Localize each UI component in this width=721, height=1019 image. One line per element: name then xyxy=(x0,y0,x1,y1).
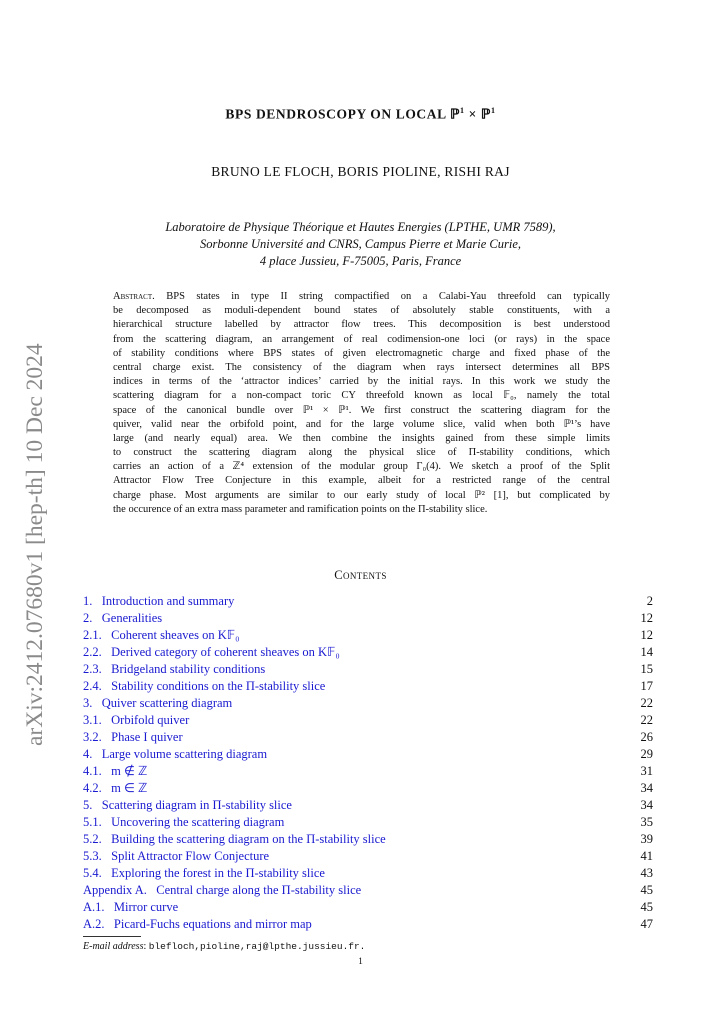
abstract-line: scattering diagram for a non-compact toric CY threefold known as local 𝔽₀, namely the total xyxy=(113,390,610,402)
toc-entry-link[interactable]: 4.2. m ∈ ℤ xyxy=(83,781,148,795)
toc-entry-link[interactable]: 4. Large volume scattering diagram xyxy=(83,747,268,761)
toc-entry-link[interactable]: 3. Quiver scattering diagram xyxy=(83,696,233,710)
toc-row xyxy=(83,593,653,610)
toc-entry-link[interactable]: 2.4. Stability conditions on the Π-stability slice xyxy=(83,679,326,693)
abstract-line xyxy=(113,290,610,304)
toc-row xyxy=(83,848,653,865)
abstract-line: be decomposed as moduli-dependent bound states of absolutely stable constituents, with a xyxy=(113,305,610,317)
toc-entry-link[interactable]: 5.4. Exploring the forest in the Π-stability slice xyxy=(83,866,325,880)
email-address-link[interactable]: blefloch,pioline,raj@lpthe.jussieu.fr. xyxy=(148,941,366,952)
toc-entry-link[interactable]: A.1. Mirror curve xyxy=(83,900,179,914)
abstract-line: space of the canonical bundle over ℙ¹ × ℙ¹. We first construct the scattering diagram for the xyxy=(113,404,610,416)
toc-page-number: 45 xyxy=(640,883,653,897)
title-sup-1: 1 xyxy=(460,106,465,115)
toc-row xyxy=(83,814,653,831)
toc-row xyxy=(83,746,653,763)
toc-row xyxy=(83,661,653,678)
abstract-line: the occurence of an extra mass parameter and ramification points on the Π-stability slice. xyxy=(113,503,488,515)
toc-row xyxy=(83,831,653,848)
toc-page-number: 17 xyxy=(640,679,653,693)
toc-page-number: 47 xyxy=(640,917,653,931)
table-of-contents xyxy=(83,593,653,933)
affiliation-line: 4 place Jussieu, F-75005, Paris, France xyxy=(259,254,462,268)
toc-row xyxy=(83,780,653,797)
toc-page-number: 15 xyxy=(640,662,653,676)
abstract-text: BPS states in type II string compactified on a Calabi-Yau threefold can typically xyxy=(166,291,610,302)
toc-page-number: 41 xyxy=(640,849,653,863)
toc-entry-link[interactable]: 5.1. Uncovering the scattering diagram xyxy=(83,815,285,829)
title-sup-2: 1 xyxy=(490,106,496,115)
toc-page-number: 43 xyxy=(640,866,653,880)
title-math-p: ℙ xyxy=(449,106,461,122)
toc-row xyxy=(83,865,653,882)
abstract-line: large (and nearly equal) area. We then combine the insights gained from these simple limits xyxy=(113,432,610,444)
abstract-line: Attractor Flow Tree Conjecture in this example, albeit for a restricted range of the central xyxy=(113,475,610,487)
toc-row xyxy=(83,797,653,814)
toc-page-number: 2 xyxy=(646,594,653,608)
abstract xyxy=(113,290,610,517)
toc-row xyxy=(83,644,653,661)
email-label: E-mail address xyxy=(83,941,144,952)
toc-row xyxy=(83,678,653,695)
toc-page-number: 45 xyxy=(640,900,653,914)
toc-page-number: 35 xyxy=(640,815,653,829)
toc-row xyxy=(83,899,653,916)
toc-row xyxy=(83,695,653,712)
affiliation xyxy=(0,219,721,270)
toc-row xyxy=(83,610,653,627)
affiliation-line: Laboratoire de Physique Théorique et Hautes Energies (LPTHE, UMR 7589), xyxy=(165,220,556,234)
toc-row xyxy=(83,712,653,729)
paper-title xyxy=(0,106,721,123)
toc-row xyxy=(83,627,653,644)
toc-entry-link[interactable]: 3.2. Phase I quiver xyxy=(83,730,183,744)
author-list: BRUNO LE FLOCH, BORIS PIOLINE, RISHI RAJ xyxy=(211,164,510,179)
abstract-line: quiver, valid near the orbifold point, and for the large volume slice, valid when both ℙ¹’s have xyxy=(113,418,610,430)
toc-entry-link[interactable]: 2.2. Derived category of coherent sheaves on K𝔽₀ xyxy=(83,645,340,659)
toc-entry-link[interactable]: A.2. Picard-Fuchs equations and mirror map xyxy=(83,917,312,931)
toc-entry-link[interactable]: 3.1. Orbifold quiver xyxy=(83,713,190,727)
title-text: BPS DENDROSCOPY ON LOCAL xyxy=(225,106,450,122)
toc-page-number: 34 xyxy=(640,781,653,795)
abstract-line: central charge exist. The consistency of the diagram when rays intersect determines all BPS xyxy=(113,361,610,373)
toc-row xyxy=(83,729,653,746)
abstract-line: from the scattering diagram, an arrangement of real codimension-one loci (or rays) in the space xyxy=(113,333,610,345)
title-times: × ℙ xyxy=(464,106,491,122)
abstract-line: hierarchical structure labelled by attractor flow trees. This decomposition is best understood xyxy=(113,319,610,331)
toc-page-number: 14 xyxy=(640,645,653,659)
toc-page-number: 12 xyxy=(640,628,653,642)
toc-entry-link[interactable]: 1. Introduction and summary xyxy=(83,594,235,608)
toc-page-number: 34 xyxy=(640,798,653,812)
contents-heading: Contents xyxy=(334,568,387,582)
toc-row xyxy=(83,882,653,899)
toc-page-number: 31 xyxy=(640,764,653,778)
toc-entry-link[interactable]: 4.1. m ∉ ℤ xyxy=(83,764,148,778)
abstract-line: of stability conditions where BPS states of given electromagnetic charge and fixed phase of the xyxy=(113,347,610,359)
email-footnote: E-mail address: blefloch,pioline,raj@lpthe.jussieu.fr. xyxy=(83,941,366,952)
toc-row xyxy=(83,763,653,780)
toc-page-number: 29 xyxy=(640,747,653,761)
abstract-line: carries an action of a ℤ⁴ extension of the modular group Γ₀(4). We sketch a proof of the Split xyxy=(113,461,610,473)
toc-entry-link[interactable]: Appendix A. Central charge along the Π-stability slice xyxy=(83,883,362,897)
toc-page-number: 22 xyxy=(640,713,653,727)
toc-page-number: 26 xyxy=(640,730,653,744)
toc-entry-link[interactable]: 2.1. Coherent sheaves on K𝔽₀ xyxy=(83,628,240,642)
toc-page-number: 39 xyxy=(640,832,653,846)
toc-page-number: 22 xyxy=(640,696,653,710)
arxiv-identifier-stamp: arXiv:2412.07680v1 [hep-th] 10 Dec 2024 xyxy=(22,343,48,746)
page-number: 1 xyxy=(358,957,363,967)
toc-entry-link[interactable]: 5.2. Building the scattering diagram on the Π-stability slice xyxy=(83,832,386,846)
abstract-label: Abstract. xyxy=(113,291,155,302)
toc-entry-link[interactable]: 5. Scattering diagram in Π-stability slice xyxy=(83,798,292,812)
abstract-line: indices in terms of the ‘attractor indices’ carried by the initial rays. In this work we study the xyxy=(113,376,610,388)
abstract-line: charge phase. Most arguments are similar to our early study of local ℙ² [1], but complicated by xyxy=(113,489,610,501)
footnote-rule xyxy=(83,936,141,937)
toc-row xyxy=(83,916,653,933)
affiliation-line: Sorbonne Université and CNRS, Campus Pierre et Marie Curie, xyxy=(199,237,522,251)
toc-entry-link[interactable]: 2.3. Bridgeland stability conditions xyxy=(83,662,266,676)
toc-entry-link[interactable]: 5.3. Split Attractor Flow Conjecture xyxy=(83,849,270,863)
toc-page-number: 12 xyxy=(640,611,653,625)
abstract-line: to construct the scattering diagram along the physical slice of Π-stability conditions, which xyxy=(113,447,610,459)
toc-entry-link[interactable]: 2. Generalities xyxy=(83,611,163,625)
